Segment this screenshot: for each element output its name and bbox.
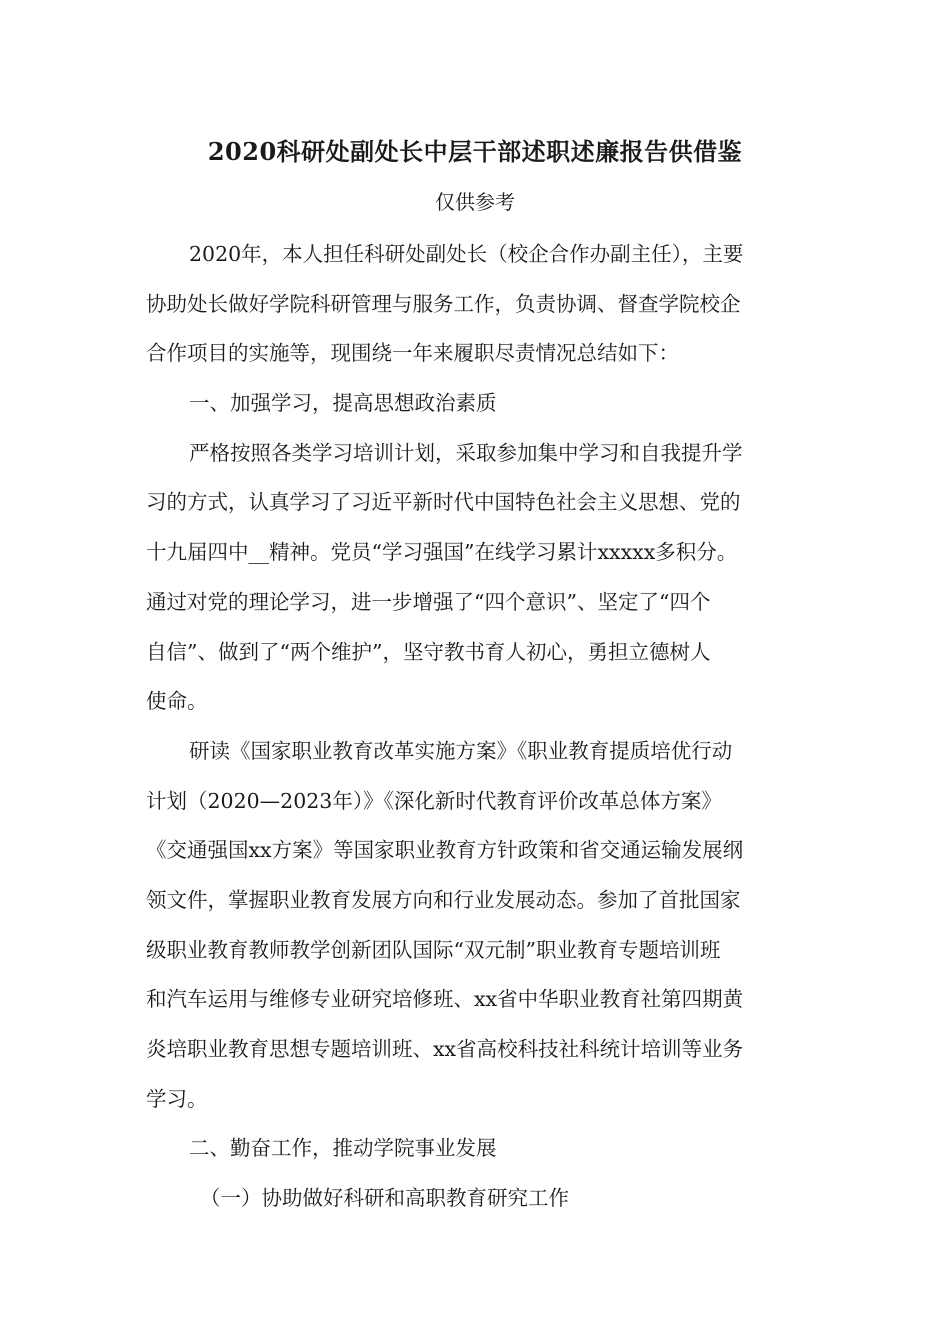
body-line: 习的方式，认真学习了习近平新时代中国特色社会主义思想、党的 [146,490,741,515]
body-line: （一）协助做好科研和高职教育研究工作 [200,1186,569,1211]
body-line: 一、加强学习，提高思想政治素质 [189,391,497,416]
body-line: 十九届四中__精神。党员“学习强国”在线学习累计xxxxx多积分。 [146,540,738,565]
body-line: 合作项目的实施等，现围绕一年来履职尽责情况总结如下： [146,341,679,366]
body-line: 级职业教育教师教学创新团队国际“双元制”职业教育专题培训班 [146,937,721,962]
body-line: 研读《国家职业教育改革实施方案》《职业教育提质培优行动 [189,738,733,763]
body-line: 和汽车运用与维修专业研究培修班、xx省中华职业教育社第四期黄 [146,987,744,1012]
body-line: 自信”、做到了“两个维护”，坚守教书育人初心，勇担立德树人 [146,639,711,664]
body-line: 使命。 [146,689,208,714]
document-body [146,230,806,1224]
document-title: 2020科研处副处长中层干部述职述廉报告供借鉴 [207,137,743,166]
body-line: 2020年，本人担任科研处副处长（校企合作办副主任），主要 [189,242,744,266]
body-line: 《交通强国xx方案》等国家职业教育方针政策和省交通运输发展纲 [146,838,744,863]
body-line: 炎培职业教育思想专题培训班、xx省高校科技社科统计培训等业务 [146,1037,744,1061]
body-line: 通过对党的理论学习，进一步增强了“四个意识”、坚定了“四个 [146,589,711,614]
body-line: 协助处长做好学院科研管理与服务工作，负责协调、督查学院校企 [146,291,741,316]
body-line: 计划（2020—2023年）》《深化新时代教育评价改革总体方案》 [146,788,722,813]
body-line: 学习。 [146,1086,208,1111]
body-line: 严格按照各类学习培训计划，采取参加集中学习和自我提升学 [189,440,743,465]
body-line: 二、勤奋工作，推动学院事业发展 [189,1136,497,1161]
document-subtitle: 仅供参考 [435,190,515,214]
body-line: 领文件，掌握职业教育发展方向和行业发展动态。参加了首批国家 [146,887,741,912]
